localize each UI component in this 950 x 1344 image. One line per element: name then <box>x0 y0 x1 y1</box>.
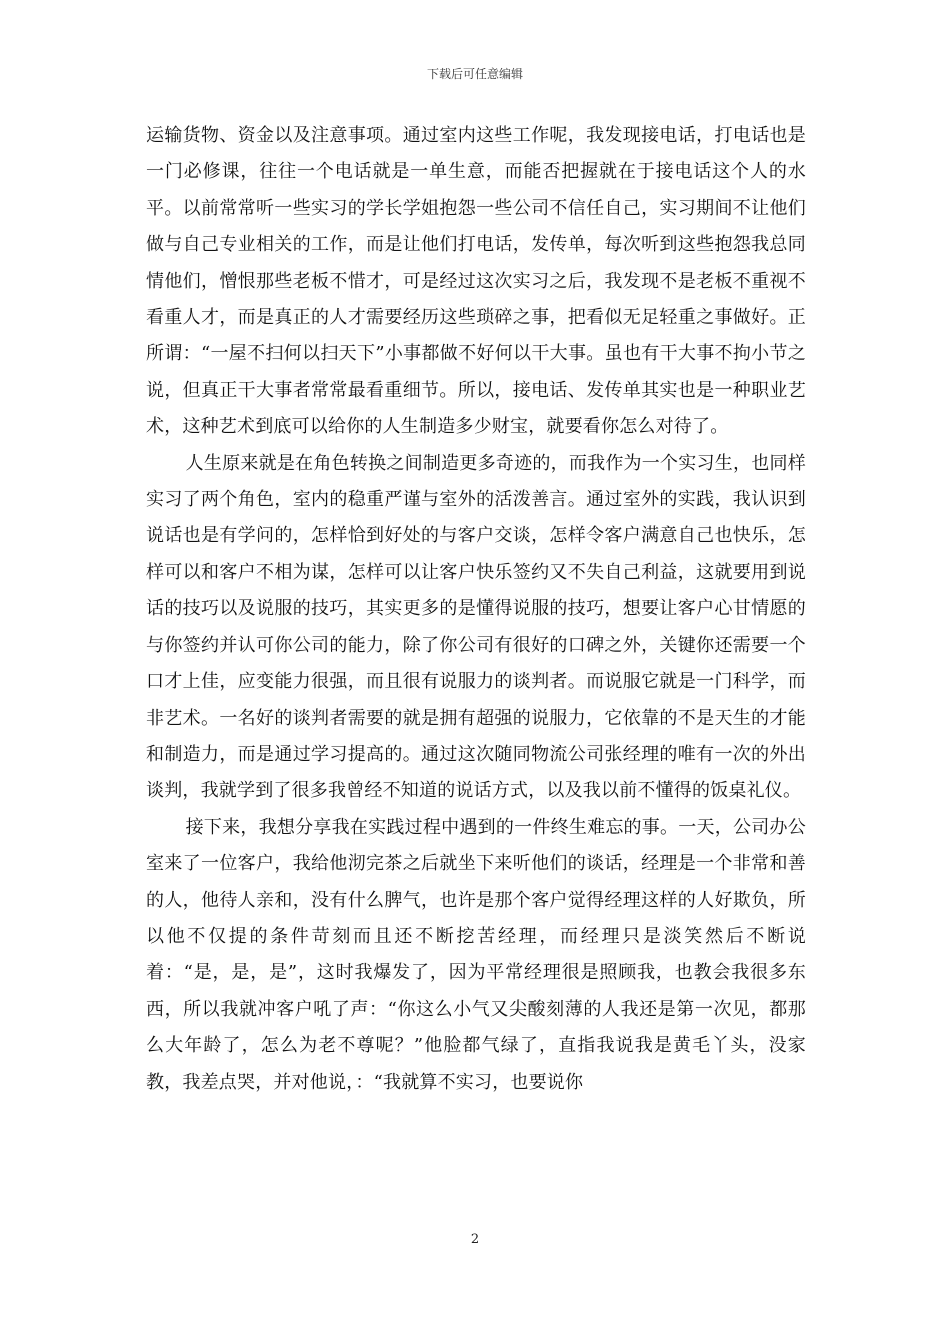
paragraph-roles: 人生原来就是在角色转换之间制造更多奇迹的，而我作为一个实习生，也同样实习了两个角色，室内的稳重严谨与室外的活泼善言。通过室外的实践，我认识到说话也是有学问的，怎样恰到好处的与客户交谈，怎样令客户满意自己也快乐，怎样可以和客户不相为谋，怎样可以让客户快乐签约又不失自己利益，这就要用到说话的技巧以及说服的技巧，其实更多的是懂得说服的技巧，想要让客户心甘情愿的与你签约并认可你公司的能力，除了你公司有很好的口碑之外，关键你还需要一个口才上佳，应变能力很强，而且很有说服力的谈判者。而说服它就是一门科学，而非艺术。一名好的谈判者需要的就是拥有超强的说服力，它依靠的不是天生的才能和制造力，而是通过学习提高的。通过这次随同物流公司张经理的唯有一次的外出谈判，我就学到了很多我曾经不知道的说话方式，以及我以前不懂得的饭桌礼仪。 <box>146 452 806 802</box>
page-number: 2 <box>470 1232 480 1247</box>
page-header: 下载后可任意编辑 <box>426 67 523 81</box>
paragraph-continued: 运输货物、资金以及注意事项。通过室内这些工作呢，我发现接电话，打电话也是一门必修课，往往一个电话就是一单生意，而能否把握就在于接电话这个人的水平。以前常常听一些实习的学长学姐抱怨一些公司不信任自己，实习期间不让他们做与自己专业相关的工作，而是让他们打电话，发传单，每次听到这些抱怨我总同情他们，憎恨那些老板不惜才，可是经过这次实习之后，我发现不是老板不重视不看重人才，而是真正的人才需要经历这些琐碎之事，把看似无足轻重之事做好。正所谓：“一屋不扫何以扫天下”小事都做不好何以干大事。虽也有干大事不拘小节之说，但真正干大事者常常最看重细节。所以，接电话、发传单其实也是一种职业艺术，这种艺术到底可以给你的人生制造多少财宝，就要看你怎么对待了。 <box>146 125 806 438</box>
document-body <box>146 118 806 1101</box>
paragraph-memorable-event: 接下来，我想分享我在实践过程中遇到的一件终生难忘的事。一天，公司办公室来了一位客户，我给他沏完茶之后就坐下来听他们的谈话，经理是一个非常和善的人，他待人亲和，没有什么脾气，也许是那个客户觉得经理这样的人好欺负，所以他不仅提的条件苛刻而且还不断挖苦经理，而经理只是淡笑然后不断说着：“是，是，是”，这时我爆发了，因为平常经理很是照顾我，也教会我很多东西，所以我就冲客户吼了声：“你这么小气又尖酸刻薄的人我还是第一次见，都那么大年龄了，怎么为老不尊呢？”他脸都气绿了，直指我说我是黄毛丫头，没家教，我差点哭，并对他说，：“我就算不实习，也要说你 <box>146 816 806 1093</box>
